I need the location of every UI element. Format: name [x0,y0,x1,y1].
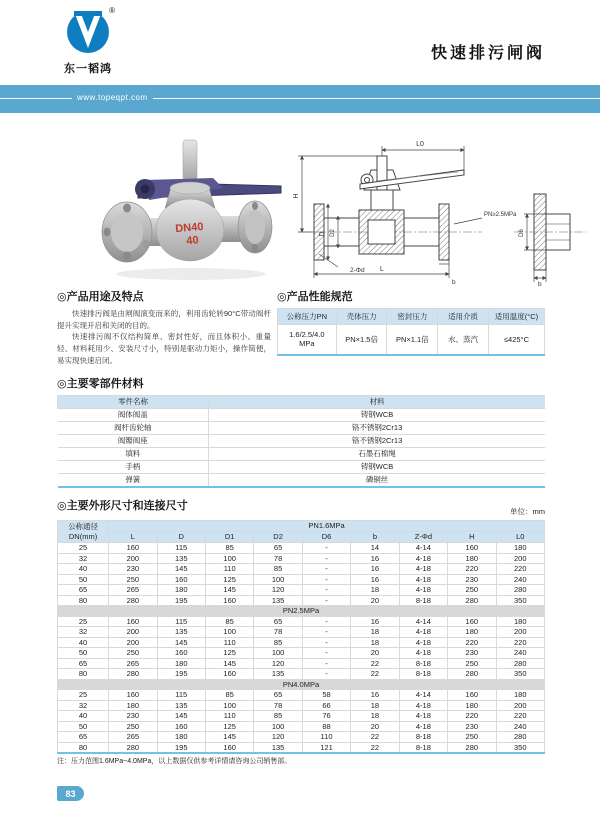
dimension-cell: 230 [448,721,496,732]
dimension-cell: 100 [254,721,302,732]
dimension-row [58,658,545,669]
dim-col-header: D [157,532,205,543]
dim-col-header: D1 [205,532,253,543]
bonnet-top [170,182,210,194]
materials-row [58,474,546,487]
dimension-row [58,648,545,659]
dimension-cell: 100 [254,574,302,585]
dimension-cell: 160 [109,543,157,554]
perf-cell-medium: 水、蒸汽 [438,325,489,355]
dimension-row [58,637,545,648]
dimension-cell: - [302,637,350,648]
dimension-cell: 220 [448,637,496,648]
dimension-cell: 280 [496,585,545,596]
dim-label-b-side: b [538,281,542,287]
dimension-cell: 18 [351,637,399,648]
dimension-cell: 16 [351,690,399,701]
dimension-cell: 16 [351,564,399,575]
materials-cell: 铬不锈钢2Cr13 [209,422,545,435]
dimension-cell: 115 [157,616,205,627]
dimension-cell: 160 [205,742,253,753]
product-photo [83,130,295,285]
dimension-cell: 4-14 [399,690,447,701]
dimension-cell: 100 [205,700,253,711]
dimension-cell: 240 [496,574,545,585]
dim-label-2-phi-d: 2-Φd [350,267,365,274]
dimension-cell: 135 [254,742,302,753]
dimension-cell: 18 [351,627,399,638]
dimensions-title: ◎主要外形尺寸和连接尺寸 [57,500,188,512]
dimension-cell: 350 [496,742,545,753]
dimension-cell: 65 [254,690,302,701]
dimension-cell: 125 [205,648,253,659]
registered-mark: ® [109,6,115,15]
materials-cell: 阀杆齿轮轴 [58,422,209,435]
dimension-cell: 350 [496,595,545,606]
dim-col-header: D2 [254,532,302,543]
dim-label-H: H [293,193,300,199]
dimension-cell: - [302,627,350,638]
dimension-cell: 58 [302,690,350,701]
dimension-row [58,700,545,711]
dimension-cell: 4-18 [399,585,447,596]
dimension-cell: 22 [351,742,399,753]
usage-paragraph-2: 快速排污阀不仅结构简单、密封性好，而且体积小、重量轻、材料耗用少、安装尺寸小，特别是驱动力矩小，操作简便，易实现快速启闭。 [57,332,271,365]
dimension-cell: 160 [448,543,496,554]
dimension-cell: 4-18 [399,637,447,648]
dimension-cell: 145 [157,637,205,648]
dimension-cell: 135 [254,669,302,680]
dimension-cell: 78 [254,553,302,564]
dimension-cell: 220 [448,564,496,575]
dimension-cell: 40 [58,711,109,722]
materials-header-material: 材料 [209,396,545,409]
dimension-cell: 85 [205,690,253,701]
dimension-cell: 32 [58,627,109,638]
dimension-cell: 25 [58,690,109,701]
dimension-cell: 220 [496,711,545,722]
dim-col-header: Z-Φd [399,532,447,543]
dimension-cell: 110 [205,711,253,722]
dimension-cell: 220 [496,637,545,648]
right-flange [238,201,272,253]
perf-cell-shell: PN×1.5倍 [336,325,387,355]
materials-row [58,409,546,422]
dimension-cell: 230 [448,574,496,585]
dimension-cell: 240 [496,648,545,659]
dimension-cell: 4-18 [399,721,447,732]
dimensions-table [57,520,545,754]
dimension-cell: 180 [157,585,205,596]
dimension-cell: 180 [157,732,205,743]
svg-text:DN40: DN40 [174,220,204,236]
dimension-cell: 18 [351,711,399,722]
dimension-row [58,574,545,585]
dimension-cell: 22 [351,669,399,680]
dimension-cell: - [302,669,350,680]
dimension-cell: 200 [109,627,157,638]
dimension-cell: 65 [254,616,302,627]
pressure-group-label: PN4.0MPa [58,679,545,690]
dimension-cell: 4-18 [399,574,447,585]
dimension-cell: 121 [302,742,350,753]
dimension-cell: - [302,574,350,585]
dimension-cell: 20 [351,648,399,659]
dim-col-header: L [109,532,157,543]
perf-header: 适用温度(°C) [488,309,544,325]
dimension-cell: 250 [109,721,157,732]
dimension-cell: 180 [157,658,205,669]
pressure-group-header: PN1.6MPa [109,521,545,532]
dimension-cell: 65 [254,543,302,554]
materials-cell: 石墨石棉绳 [209,448,545,461]
dim-label-L0: L0 [416,141,424,148]
perf-header: 壳体压力 [336,309,387,325]
dimension-cell: 125 [205,721,253,732]
dimension-cell: 110 [302,732,350,743]
dimension-cell: 180 [448,700,496,711]
dimension-row [58,742,545,753]
dimension-cell: 25 [58,543,109,554]
dimension-cell: 8-18 [399,595,447,606]
dimension-cell: 160 [205,669,253,680]
dimension-cell: 180 [496,690,545,701]
dimension-cell: 250 [109,574,157,585]
dimension-cell: 250 [448,732,496,743]
materials-row [58,422,546,435]
dimension-cell: 16 [351,616,399,627]
dimension-cell: 145 [205,585,253,596]
materials-row [58,461,546,474]
dimension-row [58,732,545,743]
dimension-cell: 180 [496,543,545,554]
left-flange [102,202,152,262]
logo-mark-icon [65,8,111,54]
dimension-cell: 22 [351,658,399,669]
dimension-cell: 125 [205,574,253,585]
dimension-cell: 65 [58,732,109,743]
dimension-cell: 120 [254,585,302,596]
dimension-cell: 180 [448,553,496,564]
dimension-cell: 65 [58,585,109,596]
dimension-cell: 280 [109,595,157,606]
dimension-cell: 32 [58,700,109,711]
section-usage [57,288,271,366]
dimension-cell: 78 [254,700,302,711]
dimension-row [58,711,545,722]
dimension-cell: - [302,616,350,627]
dimension-row [58,543,545,554]
dimension-row [58,721,545,732]
dimension-cell: 85 [254,637,302,648]
dimension-cell: 18 [351,585,399,596]
dimension-cell: 4-18 [399,553,447,564]
dimension-cell: 265 [109,585,157,596]
materials-cell: 填料 [58,448,209,461]
brand-name: 东一韬鸿 [64,63,112,75]
materials-title: ◎主要零部件材料 [57,378,144,390]
section-dimensions [57,497,545,766]
dimension-cell: 160 [157,648,205,659]
dimension-cell: 66 [302,700,350,711]
dimension-cell: 100 [205,553,253,564]
dimension-row [58,627,545,638]
dimension-cell: 160 [157,574,205,585]
dimension-cell: 200 [109,553,157,564]
perf-header: 公称压力PN [278,309,337,325]
dimension-cell: 230 [109,564,157,575]
dimension-cell: 240 [496,721,545,732]
dimension-cell: 20 [351,595,399,606]
dimension-cell: 4-18 [399,627,447,638]
dimension-cell: 120 [254,658,302,669]
dimension-cell: - [302,648,350,659]
photo-shadow [116,268,266,280]
materials-cell: 铸钢WCB [209,461,545,474]
dimension-cell: 145 [157,564,205,575]
unit-label: 单位：mm [510,507,545,516]
materials-header-part: 零件名称 [58,396,209,409]
dimension-cell: 160 [448,616,496,627]
perf-cell-pn: 1.6/2.5/4.0 MPa [278,325,337,355]
pressure-group-label: PN2.5MPa [58,606,545,617]
drawing-note: PN≥2.5MPa [484,212,517,218]
dimension-cell: 8-18 [399,732,447,743]
dimension-cell: 40 [58,564,109,575]
dimension-cell: 100 [205,627,253,638]
dimension-cell: 80 [58,742,109,753]
materials-table [57,395,545,488]
dimension-cell: 78 [254,627,302,638]
dimension-cell: 88 [302,721,350,732]
dimension-row [58,585,545,596]
dimension-cell: 280 [496,658,545,669]
dimension-cell: 32 [58,553,109,564]
dimension-cell: 110 [205,637,253,648]
dimension-cell: 4-18 [399,711,447,722]
materials-cell: 手柄 [58,461,209,474]
materials-cell: 弹簧 [58,474,209,487]
dimension-cell: 80 [58,669,109,680]
dimension-cell: 250 [109,648,157,659]
dimension-cell: 145 [205,658,253,669]
dimension-row [58,669,545,680]
dimension-cell: 135 [157,627,205,638]
dimension-cell: 16 [351,553,399,564]
materials-row [58,448,546,461]
dimension-cell: 220 [496,564,545,575]
dimension-cell: 250 [448,585,496,596]
dimension-cell: 8-18 [399,742,447,753]
dimension-cell: 280 [448,595,496,606]
dimension-cell: 265 [109,658,157,669]
dimension-cell: 145 [157,711,205,722]
perf-row [278,325,545,355]
dimension-cell: 4-18 [399,648,447,659]
dimension-cell: 8-18 [399,669,447,680]
dimension-cell: 230 [109,711,157,722]
dimension-cell: 280 [448,742,496,753]
perf-header: 密封压力 [387,309,438,325]
dimension-row [58,616,545,627]
company-logo [53,8,123,76]
dimension-row [58,564,545,575]
dimension-cell: - [302,658,350,669]
dimension-row [58,553,545,564]
dimension-cell: 195 [157,669,205,680]
dimension-cell: 200 [109,637,157,648]
page-number-badge: 83 [57,786,84,801]
dimension-cell: 250 [448,658,496,669]
dimension-cell: 160 [109,690,157,701]
dimension-cell: 50 [58,648,109,659]
pressure-group-band [58,606,545,617]
dimension-cell: 8-18 [399,658,447,669]
dim-label-L: L [380,266,384,273]
dimension-cell: 4-14 [399,543,447,554]
dimension-row [58,595,545,606]
dim-label-D6: D6 [519,229,525,237]
dimension-cell: 4-18 [399,700,447,711]
dimension-cell: 80 [58,595,109,606]
dimension-cell: 230 [448,648,496,659]
usage-paragraph-1: 快速排污阀是由闸阀演变而来的，利用齿轮转90°C带动阀杆提升实现开启和关闭的目的。 [57,309,271,330]
dimension-cell: 135 [254,595,302,606]
dim-col-header: D6 [302,532,350,543]
dimension-cell: 180 [448,627,496,638]
dimensions-header-dn: 公称通径 DN(mm) [58,521,109,543]
dimension-cell: 160 [205,595,253,606]
dimension-cell: - [302,585,350,596]
technical-drawing [286,132,592,287]
dimension-cell: 16 [351,574,399,585]
dimension-cell: 280 [448,669,496,680]
dimension-cell: 100 [254,648,302,659]
dimension-cell: 76 [302,711,350,722]
materials-cell: 铬不锈钢2Cr13 [209,435,545,448]
dimension-cell: 265 [109,732,157,743]
dimension-cell: 4-14 [399,616,447,627]
dimension-cell: - [302,564,350,575]
dim-label-D2: D2 [330,229,336,237]
dimension-cell: 110 [205,564,253,575]
dim-label-b: b [452,279,456,286]
materials-cell: 铸钢WCB [209,409,545,422]
pressure-group-band [58,679,545,690]
dimension-cell: - [302,543,350,554]
dimension-cell: 200 [496,553,545,564]
dimension-cell: 180 [109,700,157,711]
usage-title: ◎产品用途及特点 [57,291,144,303]
perf-cell-temp: ≤425°C [488,325,544,355]
dimension-cell: 160 [109,616,157,627]
dimension-cell: 115 [157,543,205,554]
valve-stem [183,140,197,180]
dimension-cell: 135 [157,553,205,564]
dimension-row [58,690,545,701]
dimension-cell: 200 [496,700,545,711]
dimension-cell: 85 [254,711,302,722]
dimension-cell: 14 [351,543,399,554]
materials-row [58,435,546,448]
dimension-cell: - [302,553,350,564]
dimension-cell: 50 [58,574,109,585]
dimension-cell: 40 [58,637,109,648]
performance-table [277,308,545,356]
dimension-cell: 145 [205,732,253,743]
section-materials [57,375,545,488]
perf-header: 适用介质 [438,309,489,325]
dimension-cell: 180 [496,616,545,627]
dimension-cell: 115 [157,690,205,701]
dimension-cell: 160 [157,721,205,732]
materials-cell: 磷铜丝 [209,474,545,487]
dimension-cell: 85 [254,564,302,575]
dimension-cell: 22 [351,732,399,743]
dimension-cell: 50 [58,721,109,732]
materials-cell: 阀瓣阀座 [58,435,209,448]
dimension-cell: 120 [254,732,302,743]
dimension-cell: 195 [157,742,205,753]
materials-cell: 阀体阀盖 [58,409,209,422]
dim-col-header: L0 [496,532,545,543]
dimension-cell: 25 [58,616,109,627]
header-bar [0,85,600,113]
dimension-cell: - [302,595,350,606]
dimension-cell: 280 [496,732,545,743]
dimensions-note: 注：压力范围1.6MPa~4.0MPa，以上数据仅供参考详情请咨询公司销售部。 [57,757,292,765]
dim-label-D: D [319,231,326,237]
materials-table-body [58,409,546,487]
dimension-cell: 85 [205,543,253,554]
dimension-cell: 135 [157,700,205,711]
performance-title: ◎产品性能规范 [277,291,353,303]
dimension-cell: 220 [448,711,496,722]
dimension-cell: 350 [496,669,545,680]
dim-col-header: H [448,532,496,543]
svg-text:40: 40 [185,234,200,248]
dim-col-header: b [351,532,399,543]
perf-cell-seal: PN×1.1倍 [387,325,438,355]
dimension-cell: 85 [205,616,253,627]
dimension-cell: 200 [496,627,545,638]
dimension-cell: 65 [58,658,109,669]
dimension-cell: 18 [351,700,399,711]
dimension-cell: 20 [351,721,399,732]
dimension-cell: 4-18 [399,564,447,575]
dimension-cell: 160 [448,690,496,701]
dimension-cell: 195 [157,595,205,606]
website-url: www.topeqpt.com [72,93,153,102]
dimensions-table-body [58,543,545,753]
dimension-cell: 280 [109,742,157,753]
dimension-cell: 280 [109,669,157,680]
page-title: 快速排污闸阀 [430,45,545,62]
section-performance [277,288,545,356]
